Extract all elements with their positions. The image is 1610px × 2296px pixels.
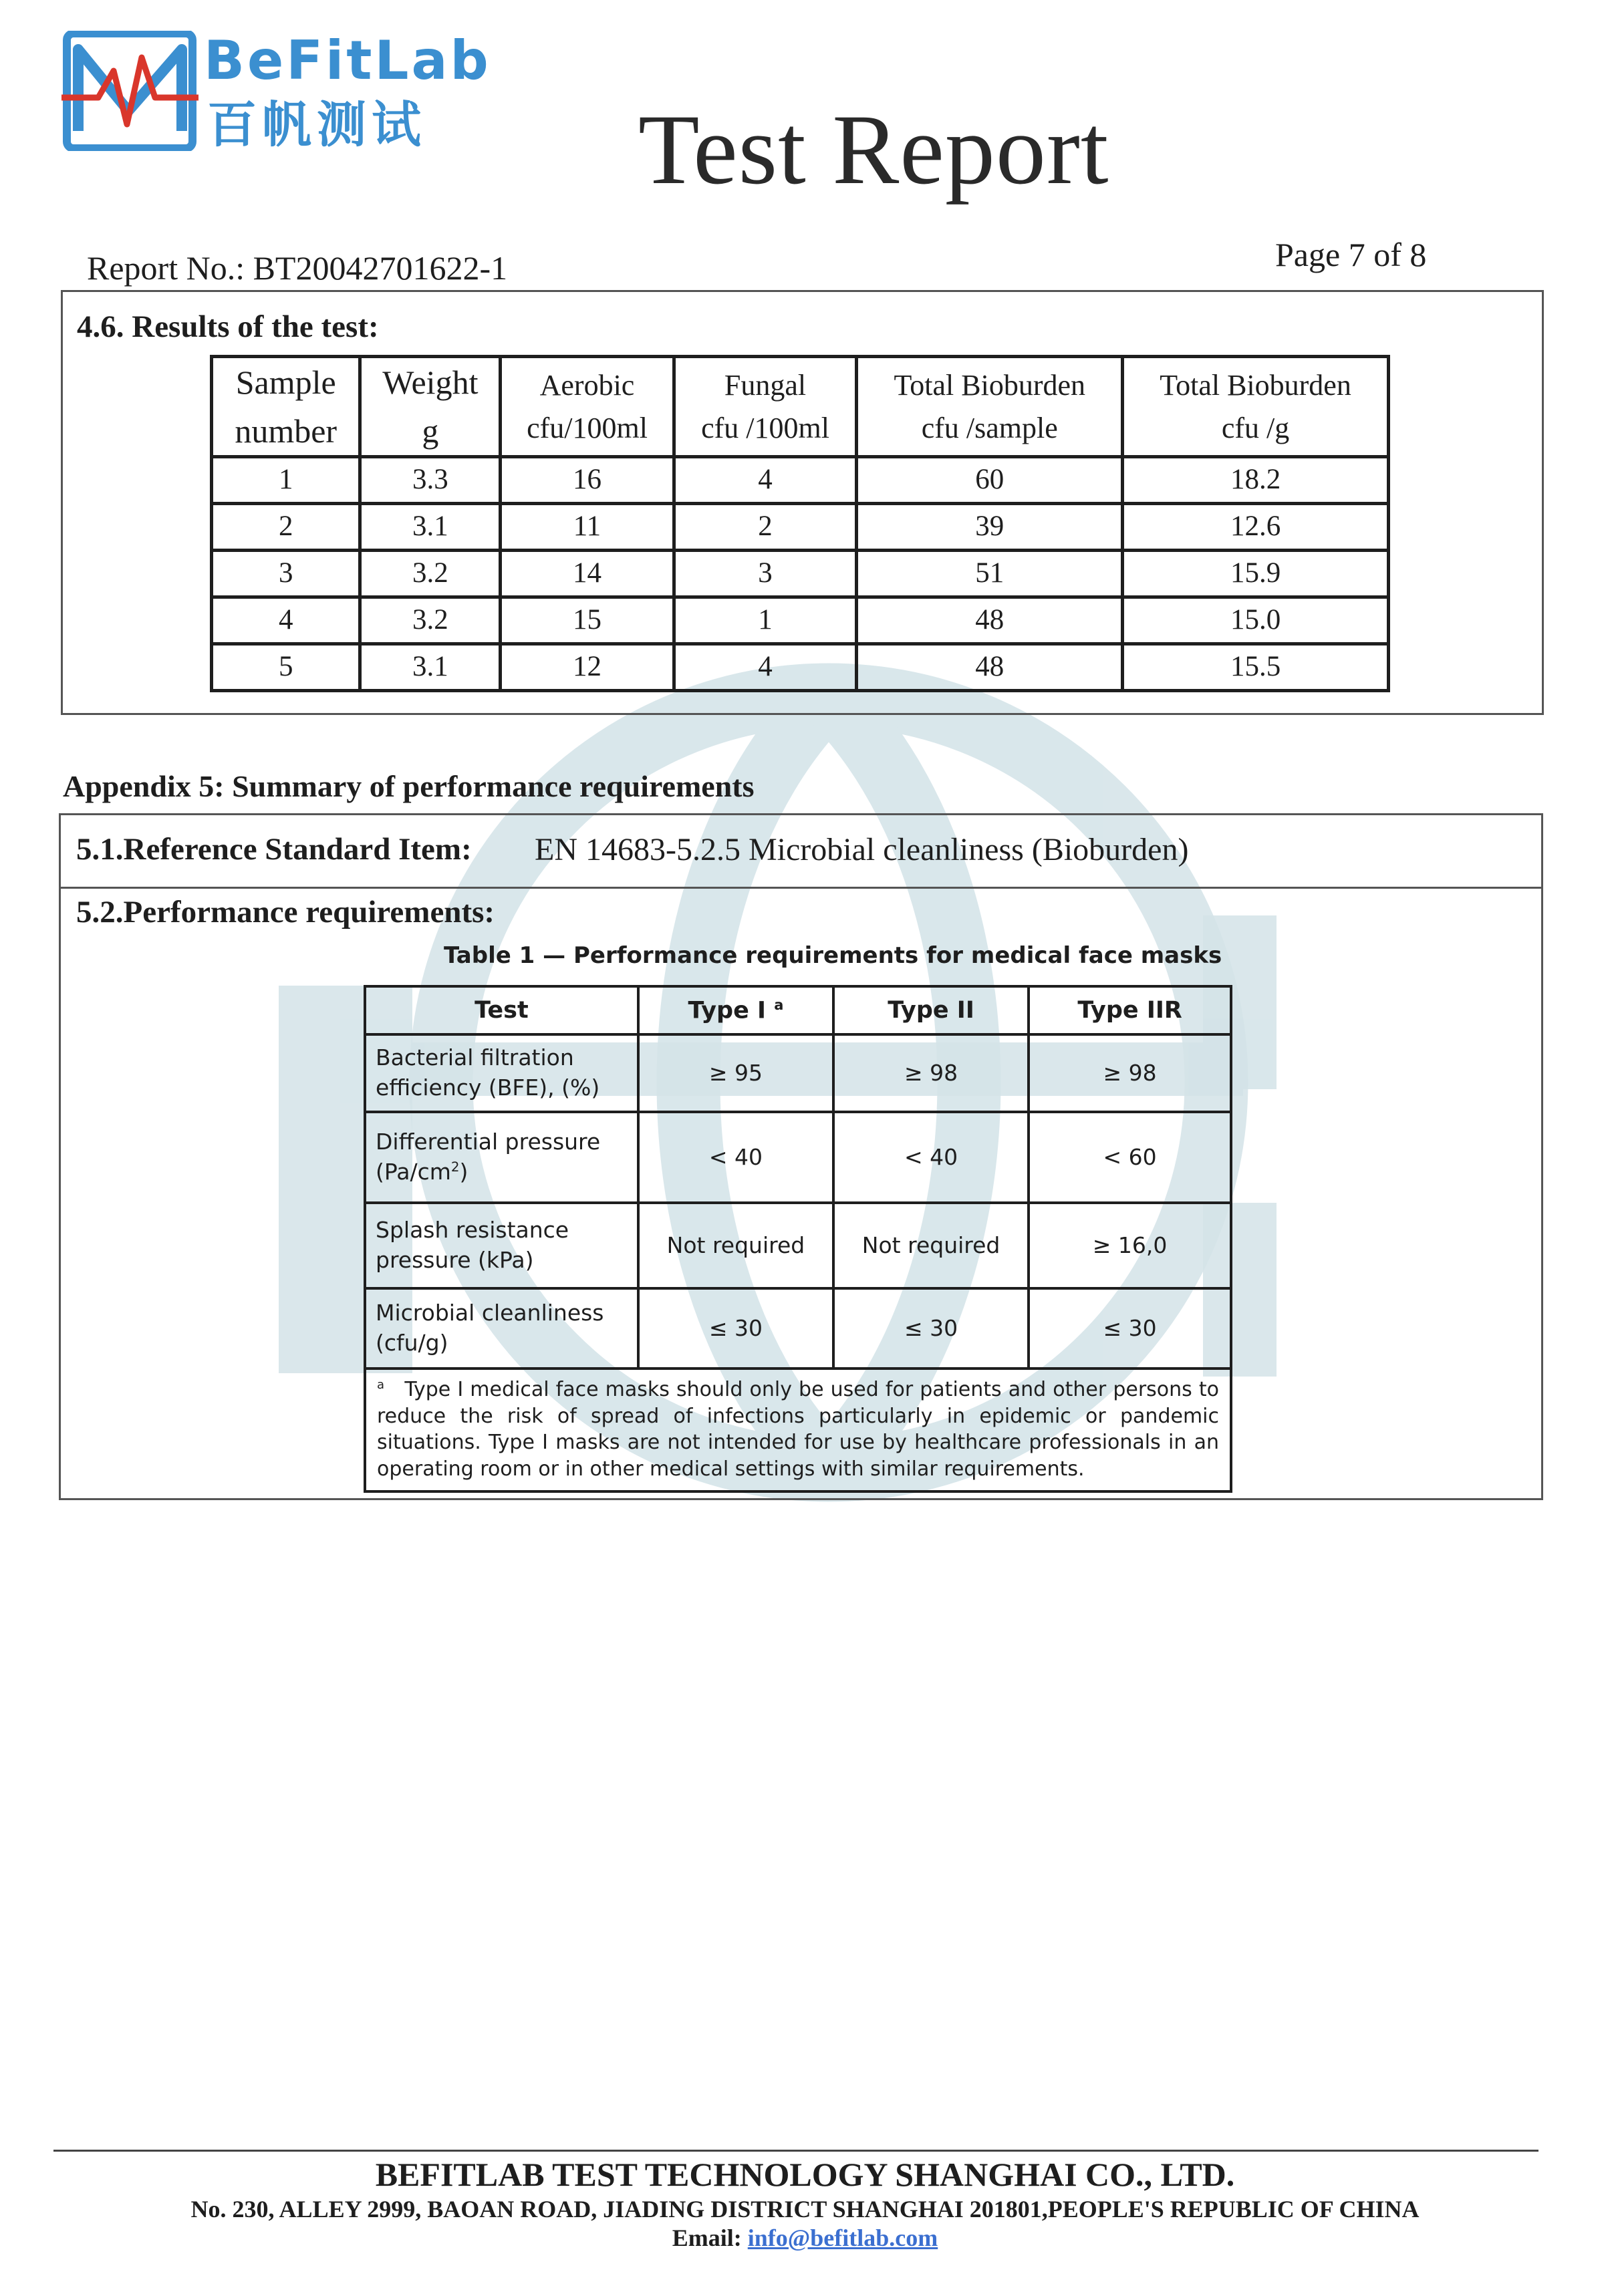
cell: 3 — [674, 551, 857, 597]
performance-requirements-label: 5.2.Performance requirements: — [76, 895, 495, 929]
table-row — [365, 1203, 1231, 1288]
cell: 4 — [674, 644, 857, 691]
footer-address: No. 230, ALLEY 2999, BAOAN ROAD, JIADING DISTRICT SHANGHAI 201801,PEOPLE'S REPUBLIC OF CHINA — [190, 2196, 1420, 2222]
cell: 18.2 — [1123, 457, 1389, 504]
cell: 3.1 — [360, 504, 501, 551]
cell: 2 — [674, 504, 857, 551]
cell: < 60 — [1029, 1112, 1231, 1203]
table-row — [212, 457, 1389, 504]
cell: 60 — [857, 457, 1123, 504]
footer-divider — [53, 2150, 1538, 2152]
cell: 11 — [501, 504, 674, 551]
befitlab-logo-icon — [61, 31, 198, 151]
table-row — [365, 1288, 1231, 1369]
cell: 2 — [212, 504, 360, 551]
cell: Not required — [638, 1203, 833, 1288]
table-row — [212, 551, 1389, 597]
cell: 16 — [501, 457, 674, 504]
document-title: Test Report — [638, 94, 1109, 205]
email-link[interactable]: info@befitlab.com — [747, 2225, 938, 2251]
cell: 4 — [212, 597, 360, 644]
cell: 3.2 — [360, 597, 501, 644]
col-type-i: Type I $^a$ — [638, 986, 833, 1034]
col-sample-number: Sample number — [212, 357, 360, 457]
performance-header-row — [365, 986, 1231, 1034]
footnote-row — [365, 1369, 1231, 1491]
page-number: Page 7 of 8 — [1275, 236, 1427, 273]
cell: 1 — [212, 457, 360, 504]
appendix-heading: Appendix 5: Summary of performance requirements — [63, 769, 755, 803]
performance-table — [364, 985, 1232, 1493]
reference-standard-value: EN 14683-5.2.5 Microbial cleanliness (Bioburden) — [535, 832, 1189, 867]
table-row — [212, 597, 1389, 644]
cell: Microbial cleanliness (cfu/g) — [365, 1288, 638, 1369]
col-test: Test — [365, 986, 638, 1034]
cell: < 40 — [833, 1112, 1029, 1203]
cell: 3.1 — [360, 644, 501, 691]
report-number: Report No.: BT20042701622-1 — [87, 249, 508, 287]
cell: ≤ 30 — [1029, 1288, 1231, 1369]
reference-standard-label: 5.1.Reference Standard Item: — [76, 832, 472, 867]
cell: 15.0 — [1123, 597, 1389, 644]
table-row — [365, 1112, 1231, 1203]
col-type-iir: Type IIR — [1029, 986, 1231, 1034]
cell: ≤ 30 — [638, 1288, 833, 1369]
cell: ≥ 98 — [833, 1034, 1029, 1112]
cell: 15 — [501, 597, 674, 644]
cell: ≥ 16,0 — [1029, 1203, 1231, 1288]
col-total-bioburden-sample: Total Bioburden cfu /sample — [857, 357, 1123, 457]
col-total-bioburden-g: Total Bioburden cfu /g — [1123, 357, 1389, 457]
table1-footnote: $^a$ Type I medical face masks should only be used for patients and other persons to reduce the risk of spread of infections particularly in epidemic or pandemic situations. Type I masks are not intended for use by healthcare professionals in an operating room or in other medical settings with similar requirements. — [365, 1369, 1231, 1491]
cell: Splash resistance pressure (kPa) — [365, 1203, 638, 1288]
table-row — [212, 504, 1389, 551]
results-header-row — [212, 357, 1389, 457]
cell: ≥ 98 — [1029, 1034, 1231, 1112]
cell: 15.9 — [1123, 551, 1389, 597]
cell: 39 — [857, 504, 1123, 551]
table-row — [212, 644, 1389, 691]
cell: < 40 — [638, 1112, 833, 1203]
cell: 14 — [501, 551, 674, 597]
footer-company: BEFITLAB TEST TECHNOLOGY SHANGHAI CO., LTD. — [375, 2156, 1235, 2193]
cell: 3 — [212, 551, 360, 597]
cell: Bacterial filtration efficiency (BFE), (%) — [365, 1034, 638, 1112]
col-aerobic: Aerobic cfu/100ml — [501, 357, 674, 457]
table-row — [365, 1034, 1231, 1112]
cell: Differential pressure $(Pa/cm^2)$ — [365, 1112, 638, 1203]
logo-text-en: BeFitLab — [204, 29, 491, 92]
logo-text-cn: 百帆测试 — [207, 96, 426, 154]
cell: 15.5 — [1123, 644, 1389, 691]
cell: 48 — [857, 597, 1123, 644]
table1-caption: Table 1 — Performance requirements for medical face masks — [444, 942, 1222, 969]
cell: 51 — [857, 551, 1123, 597]
col-type-ii: Type II — [833, 986, 1029, 1034]
col-fungal: Fungal cfu /100ml — [674, 357, 857, 457]
cell: Not required — [833, 1203, 1029, 1288]
results-heading: 4.6. Results of the test: — [77, 309, 379, 344]
cell: ≤ 30 — [833, 1288, 1029, 1369]
cell: 1 — [674, 597, 857, 644]
cell: 12.6 — [1123, 504, 1389, 551]
footer-email-line — [0, 2224, 1610, 2252]
cell: 3.3 — [360, 457, 501, 504]
cell: ≥ 95 — [638, 1034, 833, 1112]
cell: 48 — [857, 644, 1123, 691]
cell: 5 — [212, 644, 360, 691]
cell: 12 — [501, 644, 674, 691]
cell: 3.2 — [360, 551, 501, 597]
col-weight: Weight g — [360, 357, 501, 457]
results-table — [210, 355, 1390, 692]
cell: 4 — [674, 457, 857, 504]
email-label: Email: — [672, 2225, 742, 2251]
